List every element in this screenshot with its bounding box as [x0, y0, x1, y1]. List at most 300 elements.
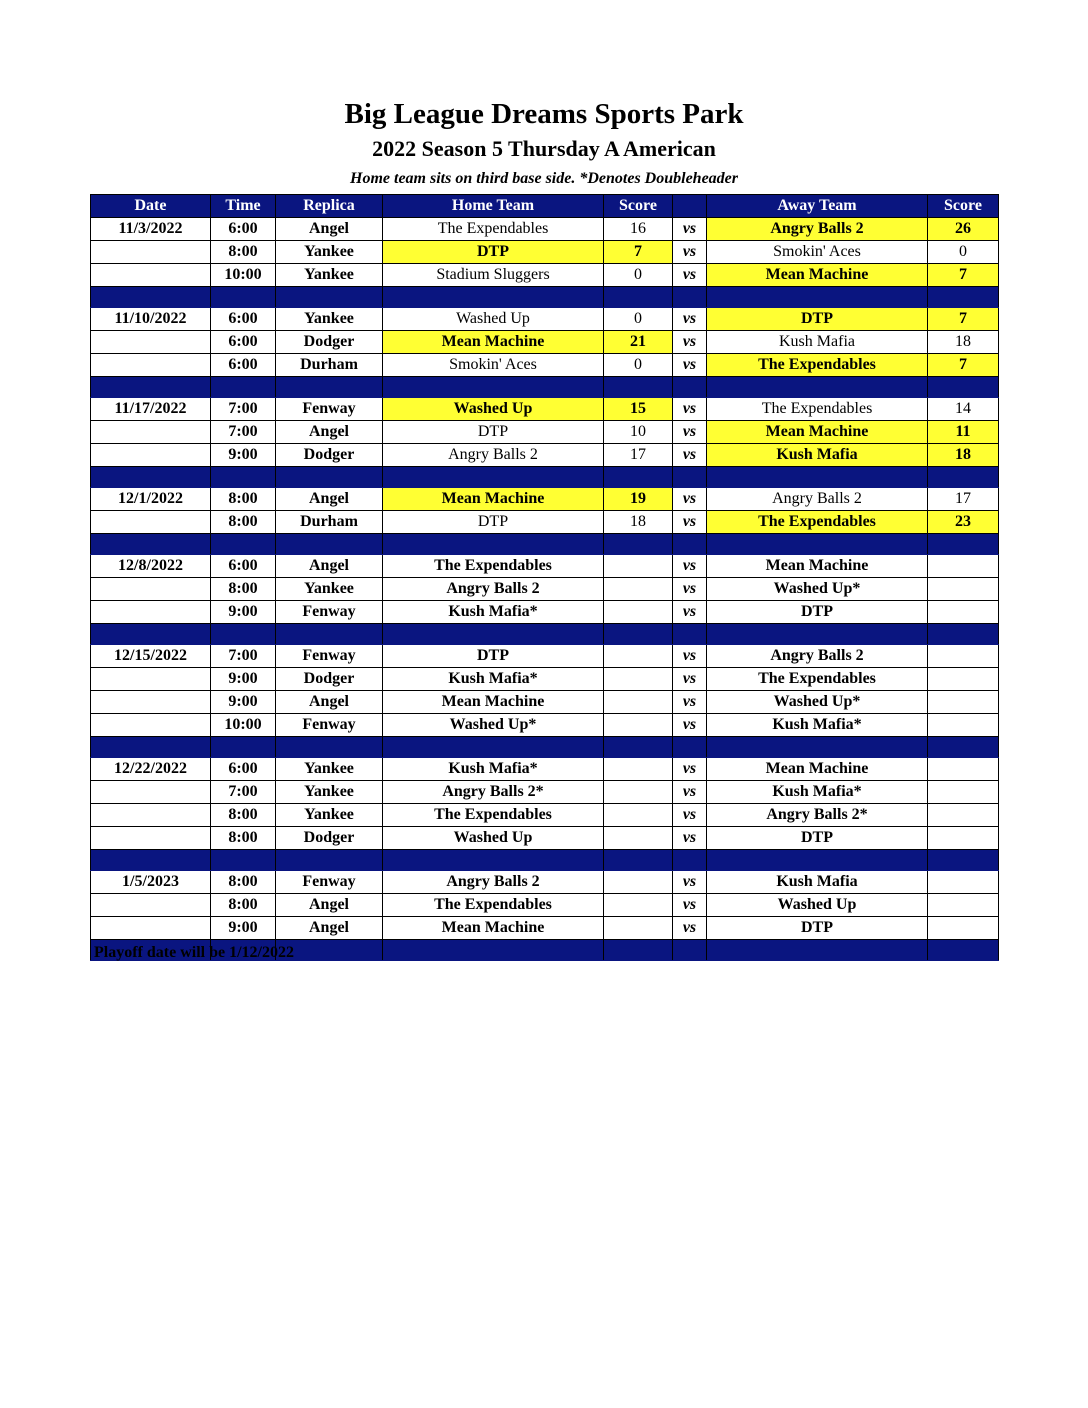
away-team-cell: Kush Mafia [707, 444, 928, 467]
separator-cell [383, 287, 604, 308]
away-team-cell: Washed Up* [707, 691, 928, 714]
separator-cell [383, 850, 604, 871]
home-score-cell [604, 691, 673, 714]
table-row [91, 668, 999, 691]
replica-cell: Fenway [276, 398, 383, 421]
time-cell: 8:00 [211, 827, 276, 850]
home-team-cell: The Expendables [383, 894, 604, 917]
home-team-cell: Mean Machine [383, 917, 604, 940]
schedule-body [91, 218, 999, 961]
away-score-cell [928, 668, 999, 691]
home-team-cell: The Expendables [383, 218, 604, 241]
vs-cell: vs [673, 218, 707, 241]
separator-cell [707, 850, 928, 871]
away-team-cell: Washed Up [707, 894, 928, 917]
away-score-cell: 0 [928, 241, 999, 264]
separator-cell [707, 377, 928, 398]
away-score-cell [928, 714, 999, 737]
away-score-cell [928, 894, 999, 917]
home-team-cell: Angry Balls 2* [383, 781, 604, 804]
home-score-cell: 0 [604, 308, 673, 331]
separator-cell [276, 377, 383, 398]
home-score-cell [604, 578, 673, 601]
home-team-cell: Washed Up* [383, 714, 604, 737]
week-separator-row [91, 624, 999, 645]
away-score-cell: 7 [928, 264, 999, 287]
week-separator-row [91, 737, 999, 758]
separator-cell [604, 940, 673, 961]
date-cell: 12/22/2022 [91, 758, 211, 781]
time-cell: 9:00 [211, 444, 276, 467]
header-time: Time [211, 195, 276, 218]
away-team-cell: DTP [707, 827, 928, 850]
replica-cell: Yankee [276, 264, 383, 287]
header-vs [673, 195, 707, 218]
home-team-cell: Washed Up [383, 308, 604, 331]
separator-cell [91, 534, 211, 555]
separator-cell [673, 737, 707, 758]
time-cell: 8:00 [211, 871, 276, 894]
separator-cell [707, 287, 928, 308]
table-row [91, 511, 999, 534]
vs-cell: vs [673, 488, 707, 511]
home-score-cell: 10 [604, 421, 673, 444]
separator-cell [211, 287, 276, 308]
away-team-cell: Washed Up* [707, 578, 928, 601]
replica-cell: Dodger [276, 827, 383, 850]
time-cell: 6:00 [211, 331, 276, 354]
time-cell: 9:00 [211, 691, 276, 714]
date-cell: 12/15/2022 [91, 645, 211, 668]
home-score-cell [604, 827, 673, 850]
table-row [91, 645, 999, 668]
replica-cell: Angel [276, 488, 383, 511]
date-cell: 11/10/2022 [91, 308, 211, 331]
header-away-score: Score [928, 195, 999, 218]
time-cell: 9:00 [211, 668, 276, 691]
vs-cell: vs [673, 241, 707, 264]
away-team-cell: Kush Mafia* [707, 781, 928, 804]
away-team-cell: The Expendables [707, 354, 928, 377]
home-team-cell: Kush Mafia* [383, 758, 604, 781]
away-score-cell [928, 827, 999, 850]
away-score-cell [928, 804, 999, 827]
separator-cell [383, 377, 604, 398]
table-row [91, 555, 999, 578]
week-separator-row [91, 377, 999, 398]
time-cell: 8:00 [211, 488, 276, 511]
table-row [91, 827, 999, 850]
time-cell: 7:00 [211, 421, 276, 444]
header-home-team: Home Team [383, 195, 604, 218]
time-cell: 6:00 [211, 218, 276, 241]
separator-cell [928, 940, 999, 961]
separator-cell [91, 737, 211, 758]
away-score-cell: 7 [928, 354, 999, 377]
home-score-cell [604, 917, 673, 940]
time-cell: 7:00 [211, 398, 276, 421]
replica-cell: Durham [276, 354, 383, 377]
separator-cell [604, 850, 673, 871]
away-score-cell: 18 [928, 444, 999, 467]
home-score-cell: 15 [604, 398, 673, 421]
separator-cell [211, 624, 276, 645]
home-team-cell: Washed Up [383, 398, 604, 421]
week-separator-row [91, 287, 999, 308]
time-cell: 6:00 [211, 758, 276, 781]
table-row [91, 218, 999, 241]
table-row [91, 398, 999, 421]
separator-cell [276, 287, 383, 308]
replica-cell: Yankee [276, 308, 383, 331]
away-score-cell: 23 [928, 511, 999, 534]
vs-cell: vs [673, 668, 707, 691]
table-row [91, 758, 999, 781]
home-team-cell: Mean Machine [383, 331, 604, 354]
table-row [91, 871, 999, 894]
date-cell [91, 331, 211, 354]
time-cell: 10:00 [211, 264, 276, 287]
home-score-cell: 19 [604, 488, 673, 511]
away-team-cell: DTP [707, 308, 928, 331]
away-score-cell: 18 [928, 331, 999, 354]
replica-cell: Dodger [276, 444, 383, 467]
separator-cell [604, 377, 673, 398]
date-cell [91, 781, 211, 804]
away-score-cell [928, 871, 999, 894]
header-away-team: Away Team [707, 195, 928, 218]
table-row [91, 917, 999, 940]
time-cell: 6:00 [211, 308, 276, 331]
date-cell [91, 827, 211, 850]
separator-cell [211, 467, 276, 488]
vs-cell: vs [673, 398, 707, 421]
vs-cell: vs [673, 601, 707, 624]
time-cell: 10:00 [211, 714, 276, 737]
home-score-cell: 0 [604, 354, 673, 377]
replica-cell: Angel [276, 917, 383, 940]
vs-cell: vs [673, 827, 707, 850]
separator-cell [707, 737, 928, 758]
table-row [91, 894, 999, 917]
separator-cell [673, 287, 707, 308]
away-team-cell: Angry Balls 2 [707, 645, 928, 668]
vs-cell: vs [673, 511, 707, 534]
away-team-cell: Angry Balls 2 [707, 218, 928, 241]
replica-cell: Angel [276, 421, 383, 444]
home-score-cell: 17 [604, 444, 673, 467]
away-score-cell [928, 781, 999, 804]
vs-cell: vs [673, 555, 707, 578]
vs-cell: vs [673, 421, 707, 444]
table-row [91, 331, 999, 354]
home-score-cell [604, 894, 673, 917]
separator-cell [673, 534, 707, 555]
separator-cell [604, 737, 673, 758]
replica-cell: Yankee [276, 241, 383, 264]
vs-cell: vs [673, 758, 707, 781]
home-team-cell: Mean Machine [383, 488, 604, 511]
away-team-cell: Kush Mafia [707, 331, 928, 354]
home-team-cell: Stadium Sluggers [383, 264, 604, 287]
time-cell: 7:00 [211, 645, 276, 668]
separator-cell [604, 467, 673, 488]
separator-cell [383, 940, 604, 961]
away-team-cell: Mean Machine [707, 264, 928, 287]
home-team-cell: Washed Up [383, 827, 604, 850]
date-cell [91, 804, 211, 827]
home-team-cell: DTP [383, 241, 604, 264]
separator-cell [211, 850, 276, 871]
away-score-cell [928, 555, 999, 578]
table-row [91, 691, 999, 714]
separator-cell [928, 737, 999, 758]
away-team-cell: The Expendables [707, 511, 928, 534]
separator-cell [707, 940, 928, 961]
home-team-cell: Smokin' Aces [383, 354, 604, 377]
separator-cell [211, 377, 276, 398]
home-score-cell [604, 645, 673, 668]
home-score-cell [604, 871, 673, 894]
replica-cell: Yankee [276, 578, 383, 601]
time-cell: 8:00 [211, 511, 276, 534]
separator-cell [928, 624, 999, 645]
table-row [91, 578, 999, 601]
away-score-cell: 26 [928, 218, 999, 241]
separator-cell [276, 850, 383, 871]
separator-cell [673, 624, 707, 645]
replica-cell: Angel [276, 218, 383, 241]
replica-cell: Fenway [276, 601, 383, 624]
away-team-cell: Kush Mafia* [707, 714, 928, 737]
separator-cell [604, 287, 673, 308]
separator-cell [928, 377, 999, 398]
table-row [91, 354, 999, 377]
separator-cell [276, 737, 383, 758]
vs-cell: vs [673, 714, 707, 737]
replica-cell: Dodger [276, 668, 383, 691]
away-score-cell [928, 917, 999, 940]
time-cell: 8:00 [211, 804, 276, 827]
home-score-cell [604, 758, 673, 781]
replica-cell: Fenway [276, 645, 383, 668]
table-row [91, 488, 999, 511]
away-score-cell [928, 578, 999, 601]
date-cell [91, 668, 211, 691]
away-score-cell [928, 758, 999, 781]
separator-cell [928, 467, 999, 488]
table-row [91, 308, 999, 331]
separator-cell [928, 850, 999, 871]
away-team-cell: Angry Balls 2* [707, 804, 928, 827]
replica-cell: Dodger [276, 331, 383, 354]
vs-cell: vs [673, 264, 707, 287]
away-team-cell: The Expendables [707, 398, 928, 421]
separator-cell [383, 624, 604, 645]
home-team-cell: Angry Balls 2 [383, 444, 604, 467]
home-score-cell [604, 804, 673, 827]
time-cell: 9:00 [211, 917, 276, 940]
home-score-cell: 18 [604, 511, 673, 534]
time-cell: 8:00 [211, 578, 276, 601]
away-score-cell [928, 645, 999, 668]
table-row [91, 714, 999, 737]
separator-cell [91, 287, 211, 308]
home-team-cell: Angry Balls 2 [383, 578, 604, 601]
separator-cell [276, 534, 383, 555]
separator-cell [276, 467, 383, 488]
vs-cell: vs [673, 578, 707, 601]
home-team-cell: DTP [383, 421, 604, 444]
header-replica: Replica [276, 195, 383, 218]
separator-cell [604, 624, 673, 645]
vs-cell: vs [673, 871, 707, 894]
separator-cell [928, 287, 999, 308]
away-team-cell: DTP [707, 917, 928, 940]
date-cell [91, 354, 211, 377]
away-team-cell: The Expendables [707, 668, 928, 691]
date-cell [91, 714, 211, 737]
separator-cell [707, 624, 928, 645]
home-score-cell: 21 [604, 331, 673, 354]
home-team-cell: The Expendables [383, 555, 604, 578]
away-score-cell [928, 601, 999, 624]
home-score-cell [604, 714, 673, 737]
separator-cell [211, 737, 276, 758]
table-row [91, 781, 999, 804]
home-score-cell [604, 668, 673, 691]
separator-cell [604, 534, 673, 555]
away-score-cell: 11 [928, 421, 999, 444]
away-score-cell: 14 [928, 398, 999, 421]
page-subtitle: 2022 Season 5 Thursday A American [372, 136, 716, 161]
separator-cell [91, 377, 211, 398]
date-cell [91, 241, 211, 264]
time-cell: 6:00 [211, 555, 276, 578]
home-team-cell: Angry Balls 2 [383, 871, 604, 894]
date-cell: 11/3/2022 [91, 218, 211, 241]
vs-cell: vs [673, 917, 707, 940]
vs-cell: vs [673, 331, 707, 354]
date-cell [91, 917, 211, 940]
header-row [91, 195, 999, 218]
away-score-cell: 7 [928, 308, 999, 331]
date-cell [91, 601, 211, 624]
replica-cell: Yankee [276, 804, 383, 827]
date-cell [91, 421, 211, 444]
time-cell: 7:00 [211, 781, 276, 804]
home-team-cell: Kush Mafia* [383, 668, 604, 691]
home-score-cell [604, 781, 673, 804]
separator-cell [383, 534, 604, 555]
header-home-score: Score [604, 195, 673, 218]
away-team-cell: Mean Machine [707, 421, 928, 444]
date-cell: 12/8/2022 [91, 555, 211, 578]
date-cell [91, 894, 211, 917]
replica-cell: Yankee [276, 758, 383, 781]
schedule-note: Home team sits on third base side. *Denotes Doubleheader [350, 170, 738, 187]
separator-cell [673, 377, 707, 398]
vs-cell: vs [673, 804, 707, 827]
table-row [91, 804, 999, 827]
vs-cell: vs [673, 781, 707, 804]
away-score-cell: 17 [928, 488, 999, 511]
away-team-cell: Smokin' Aces [707, 241, 928, 264]
home-team-cell: Kush Mafia* [383, 601, 604, 624]
table-row [91, 601, 999, 624]
date-cell [91, 578, 211, 601]
replica-cell: Fenway [276, 871, 383, 894]
home-score-cell: 0 [604, 264, 673, 287]
date-cell [91, 691, 211, 714]
table-row [91, 264, 999, 287]
separator-cell [383, 467, 604, 488]
page-title: Big League Dreams Sports Park [344, 98, 744, 130]
vs-cell: vs [673, 894, 707, 917]
home-score-cell: 7 [604, 241, 673, 264]
vs-cell: vs [673, 645, 707, 668]
week-separator-row [91, 467, 999, 488]
replica-cell: Fenway [276, 714, 383, 737]
separator-cell [673, 467, 707, 488]
separator-cell [928, 534, 999, 555]
footer-note: Playoff date will be 1/12/2022 [94, 944, 294, 961]
schedule-table [90, 194, 999, 961]
separator-cell [673, 850, 707, 871]
week-separator-row [91, 850, 999, 871]
separator-cell [91, 467, 211, 488]
table-row [91, 421, 999, 444]
week-separator-row [91, 534, 999, 555]
separator-cell [707, 467, 928, 488]
separator-cell [91, 850, 211, 871]
replica-cell: Angel [276, 555, 383, 578]
separator-cell [707, 534, 928, 555]
table-row [91, 241, 999, 264]
home-team-cell: DTP [383, 645, 604, 668]
away-team-cell: Kush Mafia [707, 871, 928, 894]
away-team-cell: Mean Machine [707, 555, 928, 578]
home-team-cell: The Expendables [383, 804, 604, 827]
date-cell [91, 444, 211, 467]
date-cell: 11/17/2022 [91, 398, 211, 421]
time-cell: 8:00 [211, 894, 276, 917]
away-team-cell: Mean Machine [707, 758, 928, 781]
home-score-cell [604, 601, 673, 624]
time-cell: 8:00 [211, 241, 276, 264]
vs-cell: vs [673, 354, 707, 377]
home-team-cell: Mean Machine [383, 691, 604, 714]
replica-cell: Durham [276, 511, 383, 534]
replica-cell: Yankee [276, 781, 383, 804]
time-cell: 9:00 [211, 601, 276, 624]
date-cell [91, 264, 211, 287]
separator-cell [91, 624, 211, 645]
vs-cell: vs [673, 308, 707, 331]
separator-cell [211, 534, 276, 555]
header-date: Date [91, 195, 211, 218]
replica-cell: Angel [276, 894, 383, 917]
separator-cell [276, 624, 383, 645]
vs-cell: vs [673, 691, 707, 714]
away-score-cell [928, 691, 999, 714]
separator-cell [673, 940, 707, 961]
table-row [91, 444, 999, 467]
home-team-cell: DTP [383, 511, 604, 534]
away-team-cell: Angry Balls 2 [707, 488, 928, 511]
date-cell [91, 511, 211, 534]
separator-cell [383, 737, 604, 758]
